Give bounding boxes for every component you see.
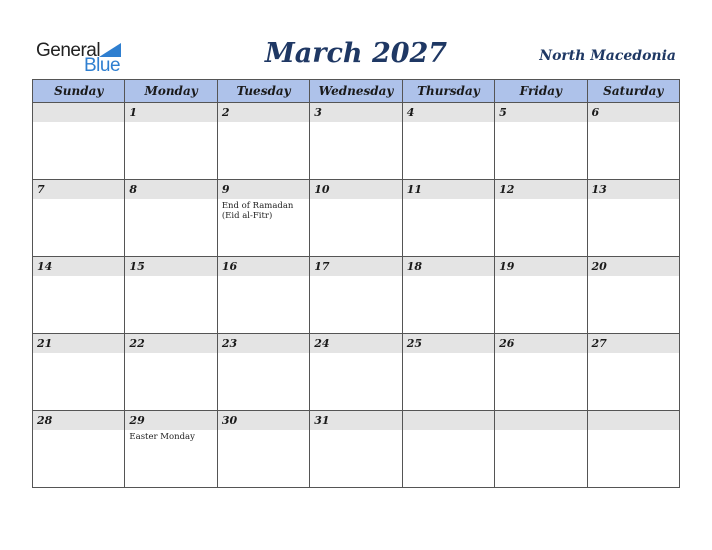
day-number: 15 xyxy=(125,257,216,276)
day-number: 31 xyxy=(310,411,401,430)
day-cell xyxy=(310,257,402,334)
day-cell xyxy=(587,257,679,334)
day-cell xyxy=(310,103,402,180)
day-number: 3 xyxy=(310,103,401,122)
day-cell xyxy=(125,103,217,180)
day-cell xyxy=(402,411,494,488)
day-number: 25 xyxy=(403,334,494,353)
day-number: 12 xyxy=(495,180,586,199)
day-cell xyxy=(217,180,309,257)
day-number xyxy=(495,411,586,430)
day-number: 7 xyxy=(33,180,124,199)
logo-word-blue: Blue xyxy=(84,55,121,76)
weekday-header-sunday: Sunday xyxy=(33,80,125,103)
day-cell xyxy=(33,334,125,411)
day-number: 9 xyxy=(218,180,309,199)
day-number xyxy=(588,411,679,430)
day-cell xyxy=(33,103,125,180)
day-number: 23 xyxy=(218,334,309,353)
day-cell xyxy=(125,411,217,488)
day-cell xyxy=(217,334,309,411)
day-cell xyxy=(587,103,679,180)
country-name: North Macedonia xyxy=(539,48,676,64)
day-cell xyxy=(495,334,587,411)
weekday-header-thursday: Thursday xyxy=(402,80,494,103)
day-cell xyxy=(125,180,217,257)
calendar-grid xyxy=(32,79,680,488)
day-number: 14 xyxy=(33,257,124,276)
day-cell xyxy=(495,103,587,180)
day-number: 27 xyxy=(588,334,679,353)
day-cell xyxy=(217,103,309,180)
day-cell xyxy=(33,180,125,257)
day-number: 11 xyxy=(403,180,494,199)
day-cell xyxy=(402,180,494,257)
weekday-header-monday: Monday xyxy=(125,80,217,103)
day-number: 22 xyxy=(125,334,216,353)
weekday-header-row xyxy=(33,80,680,103)
weekday-header-saturday: Saturday xyxy=(587,80,679,103)
day-number: 6 xyxy=(588,103,679,122)
day-cell xyxy=(587,411,679,488)
day-number xyxy=(33,103,124,122)
weekday-header-tuesday: Tuesday xyxy=(217,80,309,103)
logo-word-general: General xyxy=(36,40,101,61)
weekday-header-wednesday: Wednesday xyxy=(310,80,402,103)
day-cell xyxy=(495,257,587,334)
day-number: 4 xyxy=(403,103,494,122)
day-number: 30 xyxy=(218,411,309,430)
week-row-1 xyxy=(33,103,680,180)
day-number xyxy=(403,411,494,430)
day-number: 10 xyxy=(310,180,401,199)
day-number: 26 xyxy=(495,334,586,353)
page-title: March 2027 xyxy=(264,38,448,69)
day-cell xyxy=(310,180,402,257)
week-row-2 xyxy=(33,180,680,257)
day-number: 16 xyxy=(218,257,309,276)
weekday-header-friday: Friday xyxy=(495,80,587,103)
day-number: 5 xyxy=(495,103,586,122)
day-number: 1 xyxy=(125,103,216,122)
day-cell xyxy=(217,411,309,488)
day-number: 8 xyxy=(125,180,216,199)
day-number: 28 xyxy=(33,411,124,430)
day-cell xyxy=(125,257,217,334)
day-cell xyxy=(495,180,587,257)
day-number: 18 xyxy=(403,257,494,276)
day-cell xyxy=(495,411,587,488)
day-cell xyxy=(587,180,679,257)
day-number: 20 xyxy=(588,257,679,276)
day-number: 19 xyxy=(495,257,586,276)
day-number: 13 xyxy=(588,180,679,199)
week-row-4 xyxy=(33,334,680,411)
day-number: 17 xyxy=(310,257,401,276)
day-cell xyxy=(310,411,402,488)
day-cell xyxy=(402,257,494,334)
day-number: 29 xyxy=(125,411,216,430)
week-row-5 xyxy=(33,411,680,488)
day-cell xyxy=(310,334,402,411)
holiday-label: End of Ramadan (Eid al-Fitr) xyxy=(221,201,294,221)
day-cell xyxy=(33,257,125,334)
day-cell xyxy=(402,334,494,411)
day-cell xyxy=(217,257,309,334)
day-number: 24 xyxy=(310,334,401,353)
day-cell xyxy=(402,103,494,180)
day-cell xyxy=(587,334,679,411)
day-number: 21 xyxy=(33,334,124,353)
week-row-3 xyxy=(33,257,680,334)
holiday-label: Easter Monday xyxy=(129,432,195,442)
day-cell xyxy=(125,334,217,411)
day-cell xyxy=(33,411,125,488)
day-number: 2 xyxy=(218,103,309,122)
